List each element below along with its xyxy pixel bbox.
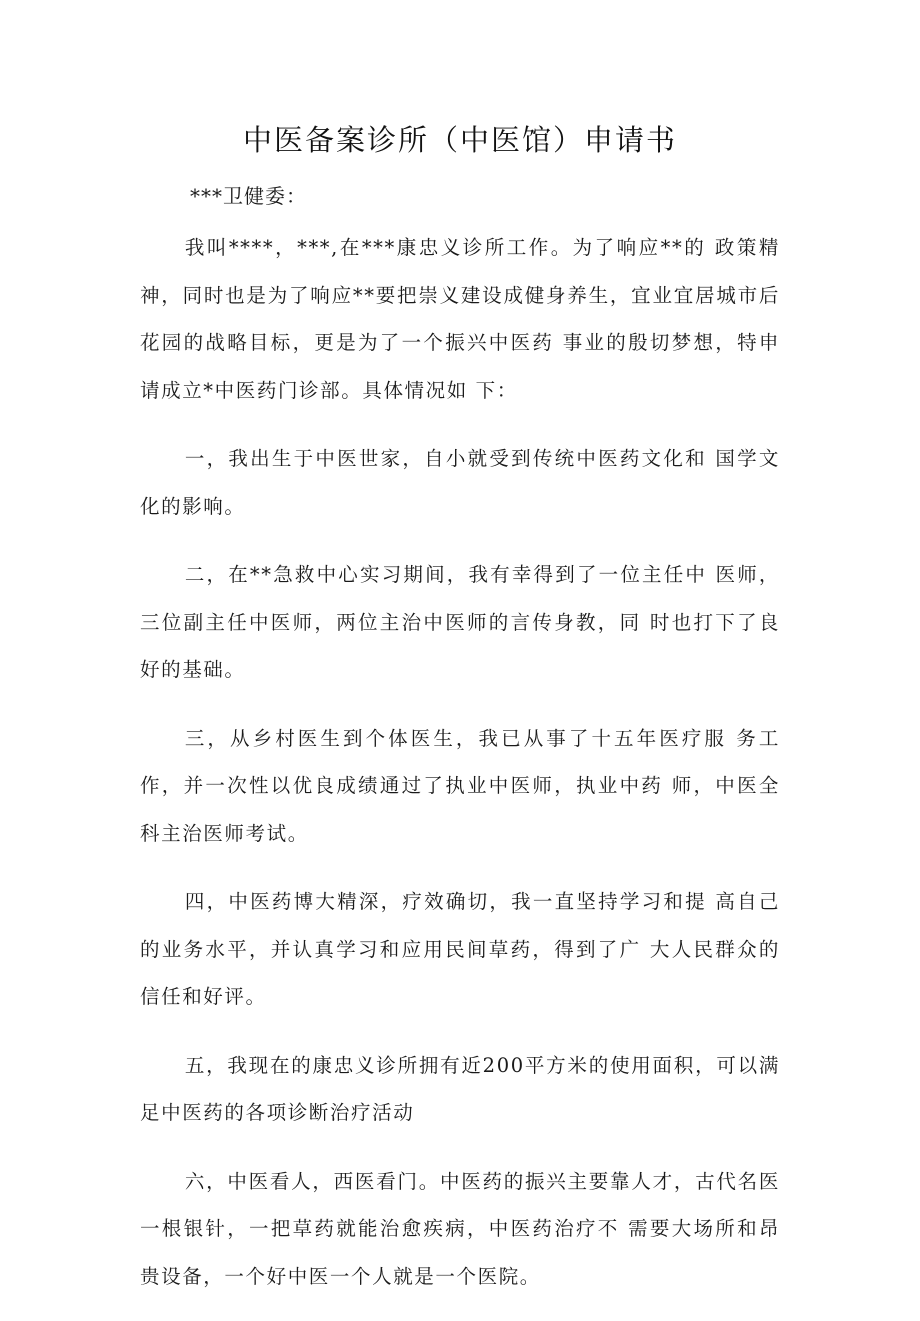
paragraph-3: 三，从乡村医生到个体医生，我已从事了十五年医疗服 务工作，并一次性以优良成绩通过了执业中医师，执业中药 师，中医全科主治医师考试。 <box>140 726 780 845</box>
paragraph-2: 二，在**急救中心实习期间，我有幸得到了一位主任中 医师，三位副主任中医师，两位主治中医师的言传身教，同 时也打下了良好的基础。 <box>140 563 780 681</box>
document-body <box>140 224 780 1321</box>
paragraph-1: 一，我出生于中医世家，自小就受到传统中医药文化和 国学文化的影响。 <box>140 447 780 518</box>
paragraph-intro: 我叫****，***,在***康忠义诊所工作。为了响应**的 政策精神，同时也是为了响应**要把崇义建设成健身养生，宜业宜居城市后花园的战略目标，更是为了一个振兴中医药 事业的殷切梦想，特申请成立*中医药门诊部。具体情况如 下： <box>140 236 780 402</box>
paragraph-4: 四，中医药博大精深，疗效确切，我一直坚持学习和提 高自己的业务水平，并认真学习和应用民间草药，得到了广 大人民群众的信任和好评。 <box>140 890 780 1008</box>
paragraph-6: 六，中医看人，西医看门。中医药的振兴主要靠人才，古代名医一根银针，一把草药就能治愈疾病，中医药治疗不 需要大场所和昂贵设备，一个好中医一个人就是一个医院。 <box>140 1169 780 1288</box>
document-title: 中医备案诊所（中医馆）申请书 <box>242 123 677 157</box>
paragraph-5: 五，我现在的康忠义诊所拥有近200平方米的使用面积，可以满足中医药的各项诊断治疗活动 <box>140 1053 780 1124</box>
salutation: ***卫健委： <box>190 184 307 208</box>
